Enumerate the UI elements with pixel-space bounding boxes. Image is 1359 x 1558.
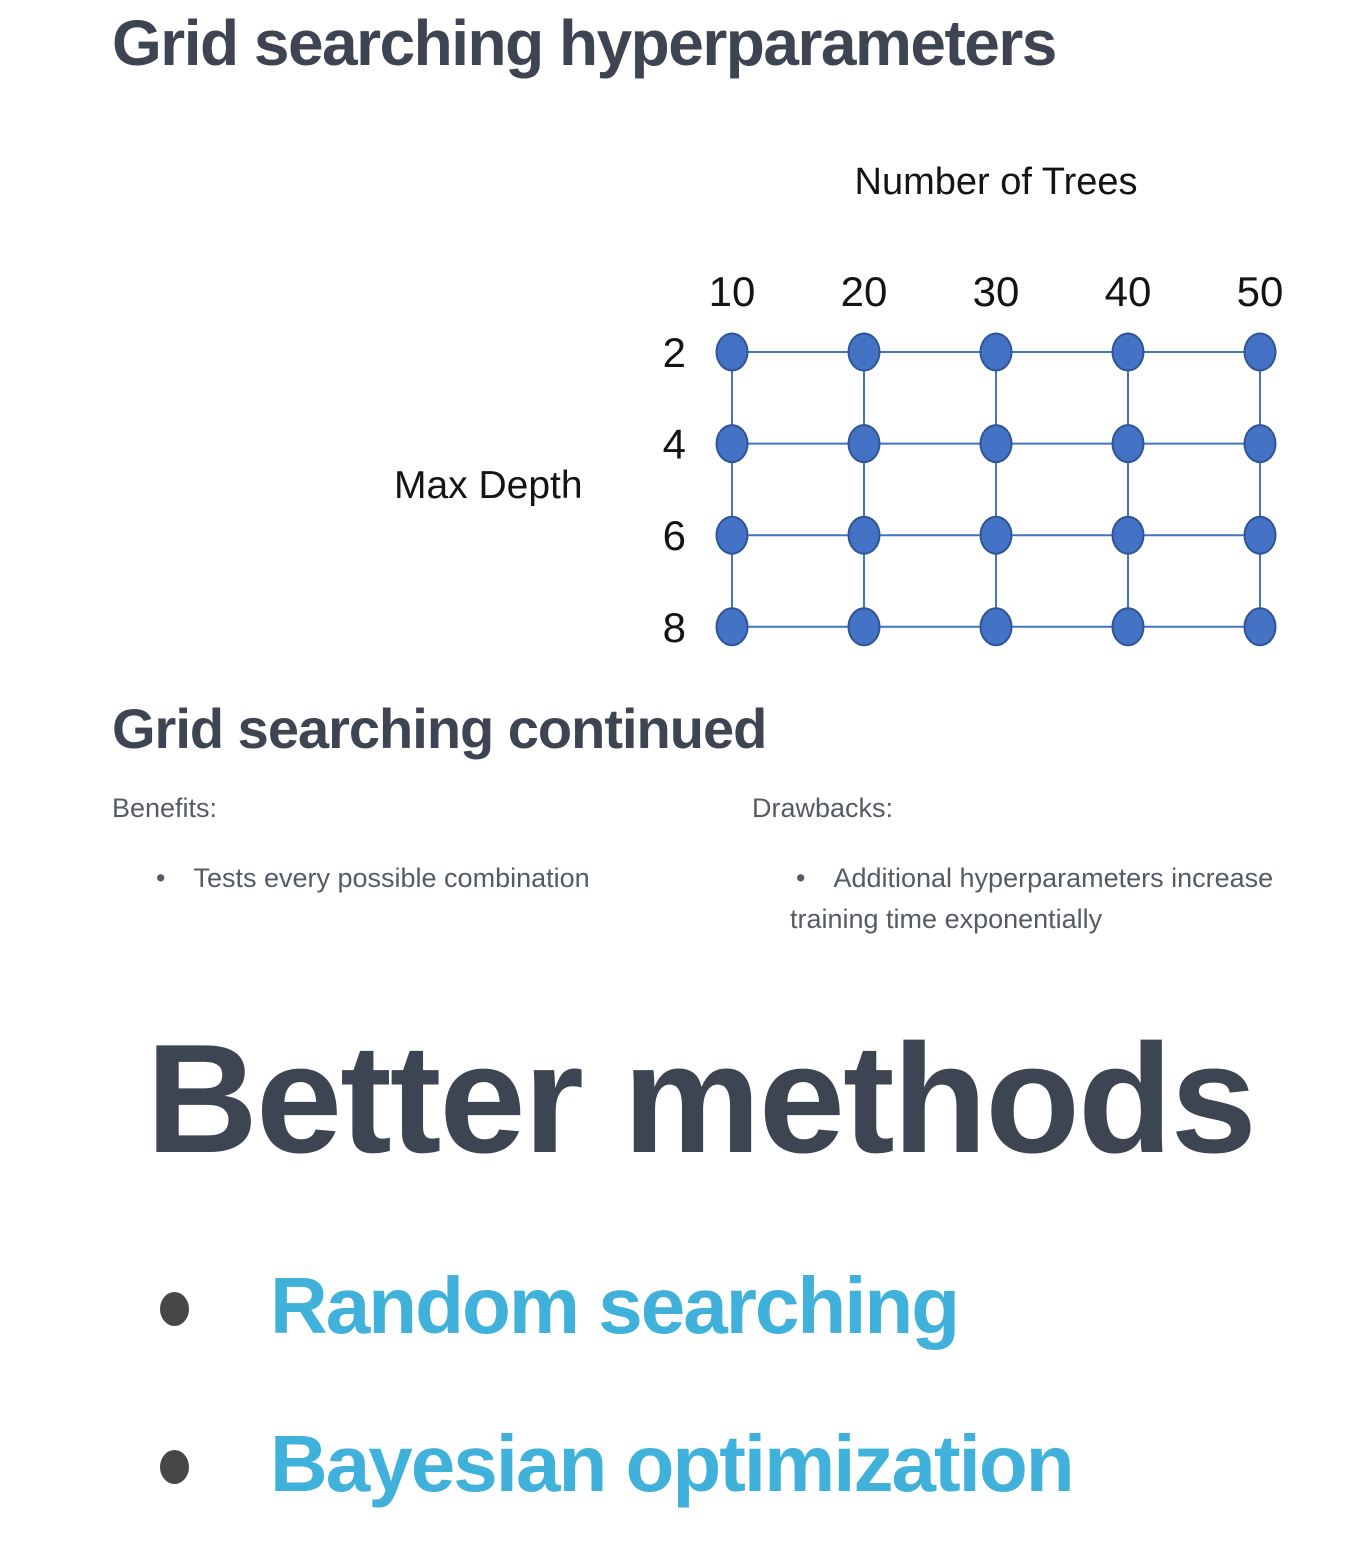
benefits-label: Benefits: [112, 793, 218, 823]
grid-node [1245, 425, 1276, 462]
grid-node [1113, 608, 1144, 645]
grid-node [849, 517, 880, 554]
x-tick-label: 20 [840, 268, 888, 315]
grid-node [1113, 334, 1144, 371]
grid-node [981, 608, 1012, 645]
grid-node [981, 334, 1012, 371]
y-tick-label: 4 [662, 420, 686, 468]
grid-node [981, 517, 1012, 554]
slide-title: Better methods [146, 1012, 1255, 1185]
x-tick-label: 50 [1236, 268, 1284, 315]
benefits-list-item [150, 858, 710, 899]
grid-node [849, 608, 880, 645]
heading-grid-searching-continued: Grid searching continued [112, 697, 767, 760]
method-item-bayesian-optimization: Bayesian optimization [270, 1419, 1073, 1508]
grid-node [981, 425, 1012, 462]
grid-node [849, 334, 880, 371]
grid-plot [620, 240, 1320, 670]
grid-node [1245, 517, 1276, 554]
grid-node [849, 425, 880, 462]
grid-node [717, 517, 748, 554]
grid-node [1245, 334, 1276, 371]
grid-node [717, 608, 748, 645]
drawbacks-label: Drawbacks: [752, 793, 894, 823]
grid-node [1113, 425, 1144, 462]
y-tick-label: 2 [662, 329, 686, 376]
y-tick-label: 6 [662, 512, 686, 560]
bullet-icon: • [796, 863, 806, 893]
grid-node [717, 425, 748, 462]
drawbacks-list-item [790, 858, 1330, 939]
grid-node [1245, 608, 1276, 645]
y-tick-label: 8 [662, 603, 686, 651]
x-tick-label: 30 [972, 268, 1020, 315]
x-axis-title: Number of Trees [854, 161, 1138, 203]
x-tick-label: 10 [708, 268, 756, 315]
heading-grid-searching-hyperparameters: Grid searching hyperparameters [112, 7, 1056, 79]
bullet-icon [160, 1450, 189, 1484]
y-axis-title: Max Depth [394, 464, 583, 507]
grid-node [1113, 517, 1144, 554]
grid-node [717, 334, 748, 371]
method-item-random-searching: Random searching [270, 1261, 959, 1350]
benefit-text: Tests every possible combination [193, 863, 590, 893]
bullet-icon [160, 1292, 189, 1326]
drawback-text: Additional hyperparameters increase training time exponentially [790, 863, 1274, 934]
x-tick-label: 40 [1104, 268, 1152, 315]
bullet-icon: • [156, 863, 166, 893]
